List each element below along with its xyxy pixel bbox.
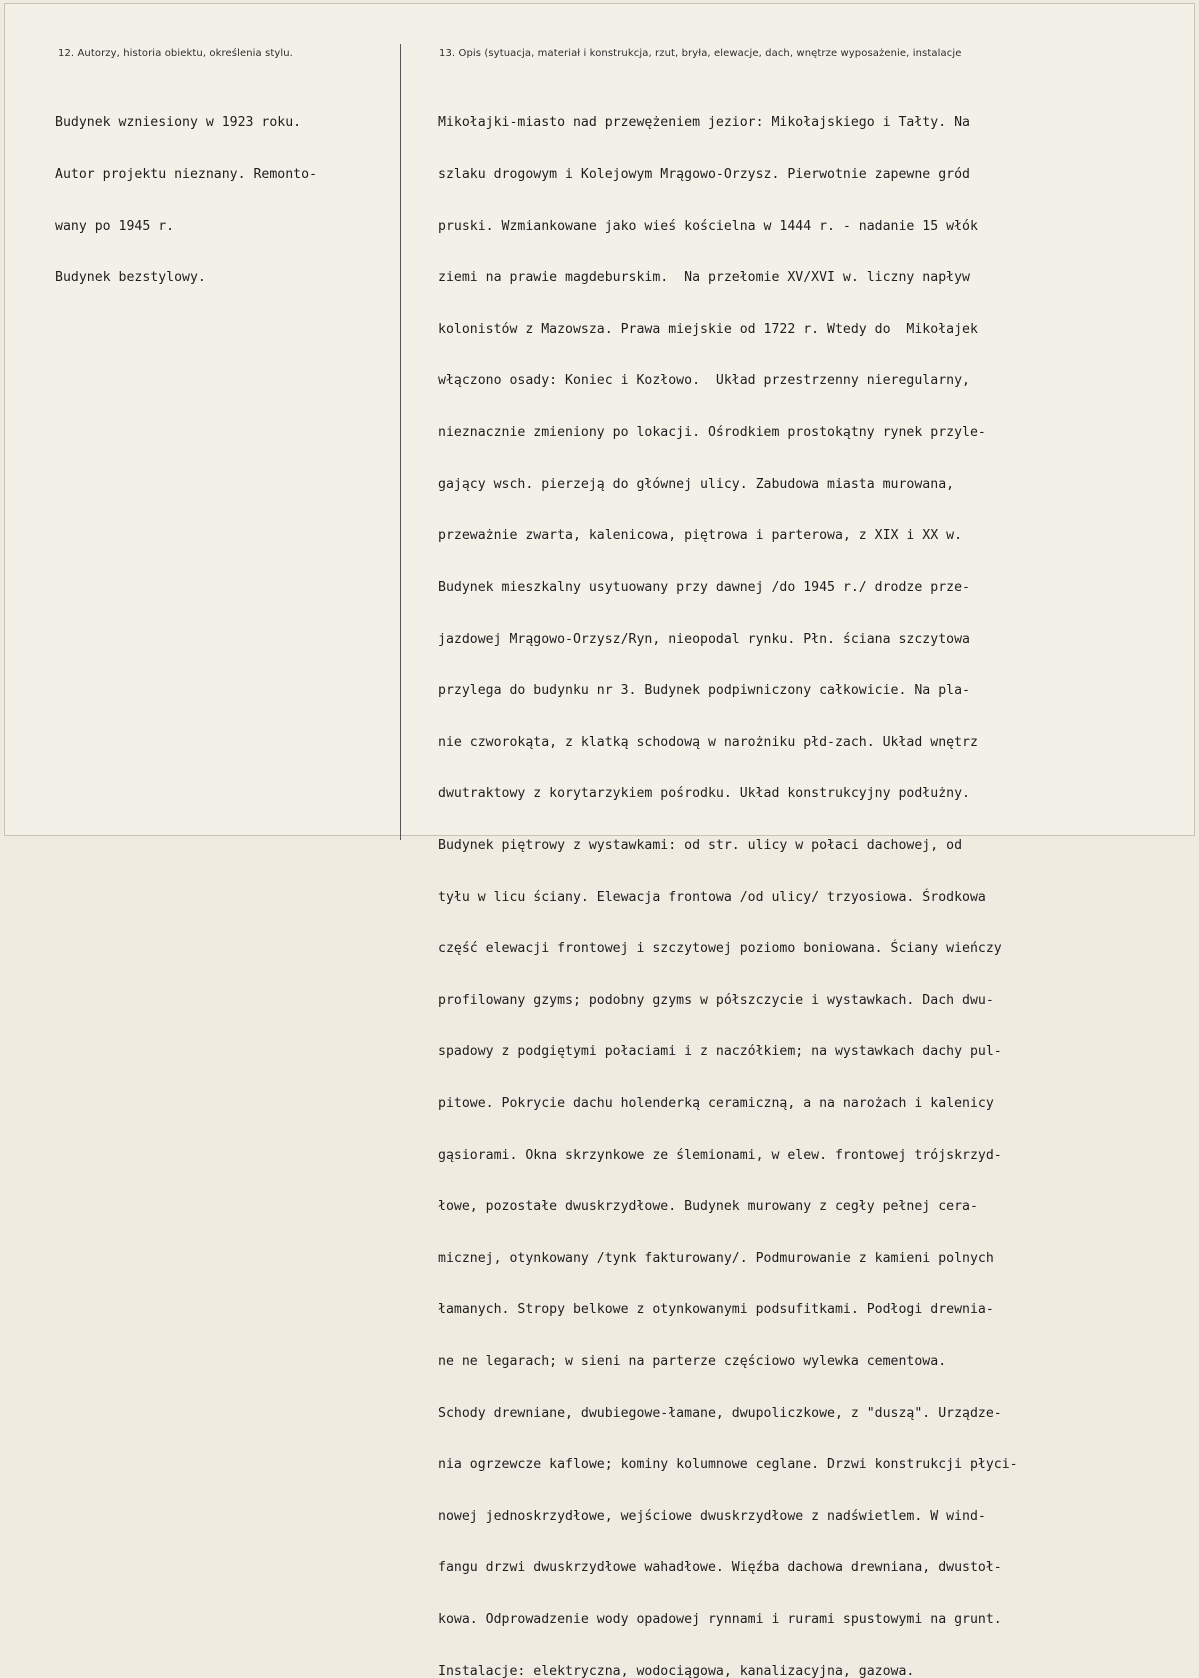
text-line: część elewacji frontowej i szczytowej poziomo boniowana. Ściany wieńczy [438,941,1002,957]
text-line: gąsiorami. Okna skrzynkowe ze ślemionami, w elew. frontowej trójskrzyd- [438,1147,1002,1163]
text-line: nia ogrzewcze kaflowe; kominy kolumnowe ceglane. Drzwi konstrukcji płyci- [438,1457,1018,1473]
text-line: Budynek mieszkalny usytuowany przy dawnej /do 1945 r./ drodze prze- [438,579,970,595]
text-line: kolonistów z Mazowsza. Prawa miejskie od 1722 r. Wtedy do Mikołajek [438,321,978,337]
text-line: Budynek bezstylowy. [55,270,206,286]
text-line: Instalacje: elektryczna, wodociągowa, kanalizacyjna, gazowa. [438,1663,915,1678]
text-line: pitowe. Pokrycie dachu holenderką ceramiczną, a na narożach i kalenicy [438,1095,994,1111]
text-line: jazdowej Mrągowo-Orzysz/Ryn, nieopodal rynku. Płn. ściana szczytowa [438,631,970,647]
text-line: nowej jednoskrzydłowe, wejściowe dwuskrzydłowe z nadświetlem. W wind- [438,1508,986,1524]
column-divider [400,44,401,840]
text-line: Budynek piętrowy z wystawkami: od str. ulicy w połaci dachowej, od [438,837,963,853]
text-line: Autor projektu nieznany. Remonto- [55,167,318,183]
text-line: Budynek wzniesiony w 1923 roku. [55,115,302,131]
section-13-header: 13. Opis (sytuacja, materiał i konstrukcja, rzut, bryła, elewacje, dach, wnętrze wyposażenie, instalacje [439,48,962,59]
text-line: kowa. Odprowadzenie wody opadowej rynnami i rurami spustowymi na grunt. [438,1612,1002,1628]
text-line: łowe, pozostałe dwuskrzydłowe. Budynek murowany z cegły pełnej cera- [438,1199,978,1215]
text-line: wany po 1945 r. [55,218,175,234]
text-line: micznej, otynkowany /tynk fakturowany/. Podmurowanie z kamieni polnych [438,1250,994,1266]
text-line: spadowy z podgiętymi połaciami i z naczółkiem; na wystawkach dachy pul- [438,1044,1002,1060]
text-line: Schody drewniane, dwubiegowe-łamane, dwupoliczkowe, z "duszą". Urządze- [438,1405,1002,1421]
text-line: włączono osady: Koniec i Kozłowo. Układ przestrzenny nieregularny, [438,373,970,389]
text-line: ziemi na prawie magdeburskim. Na przełomie XV/XVI w. liczny napływ [438,270,970,286]
text-line: gający wsch. pierzeją do głównej ulicy. Zabudowa miasta murowana, [438,476,955,492]
text-line: przeważnie zwarta, kalenicowa, piętrowa i parterowa, z XIX i XX w. [438,528,963,544]
text-line: ne ne legarach; w sieni na parterze częściowo wylewka cementowa. [438,1354,947,1370]
text-line: profilowany gzyms; podobny gzyms w półszczycie i wystawkach. Dach dwu- [438,992,994,1008]
section-12-header: 12. Autorzy, historia obiektu, określenia stylu. [58,48,293,59]
text-line: Mikołajki-miasto nad przewężeniem jezior: Mikołajskiego i Tałty. Na [438,115,970,131]
authors-history-text [55,80,317,304]
text-line: nieznacznie zmieniony po lokacji. Ośrodkiem prostokątny rynek przyle- [438,425,986,441]
text-line: tyłu w licu ściany. Elewacja frontowa /od ulicy/ trzyosiowa. Środkowa [438,889,986,905]
description-text [438,80,1018,1678]
text-line: szlaku drogowym i Kolejowym Mrągowo-Orzysz. Pierwotnie zapewne gród [438,167,970,183]
text-line: łamanych. Stropy belkowe z otynkowanymi podsufitkami. Podłogi drewnia- [438,1302,994,1318]
text-line: przylega do budynku nr 3. Budynek podpiwniczony całkowicie. Na pla- [438,683,970,699]
text-line: pruski. Wzmiankowane jako wieś kościelna w 1444 r. - nadanie 15 włók [438,218,978,234]
text-line: nie czworokąta, z klatką schodową w narożniku płd-zach. Układ wnętrz [438,734,978,750]
text-line: dwutraktowy z korytarzykiem pośrodku. Układ konstrukcyjny podłużny. [438,786,970,802]
text-line: fangu drzwi dwuskrzydłowe wahadłowe. Więźba dachowa drewniana, dwustoł- [438,1560,1002,1576]
